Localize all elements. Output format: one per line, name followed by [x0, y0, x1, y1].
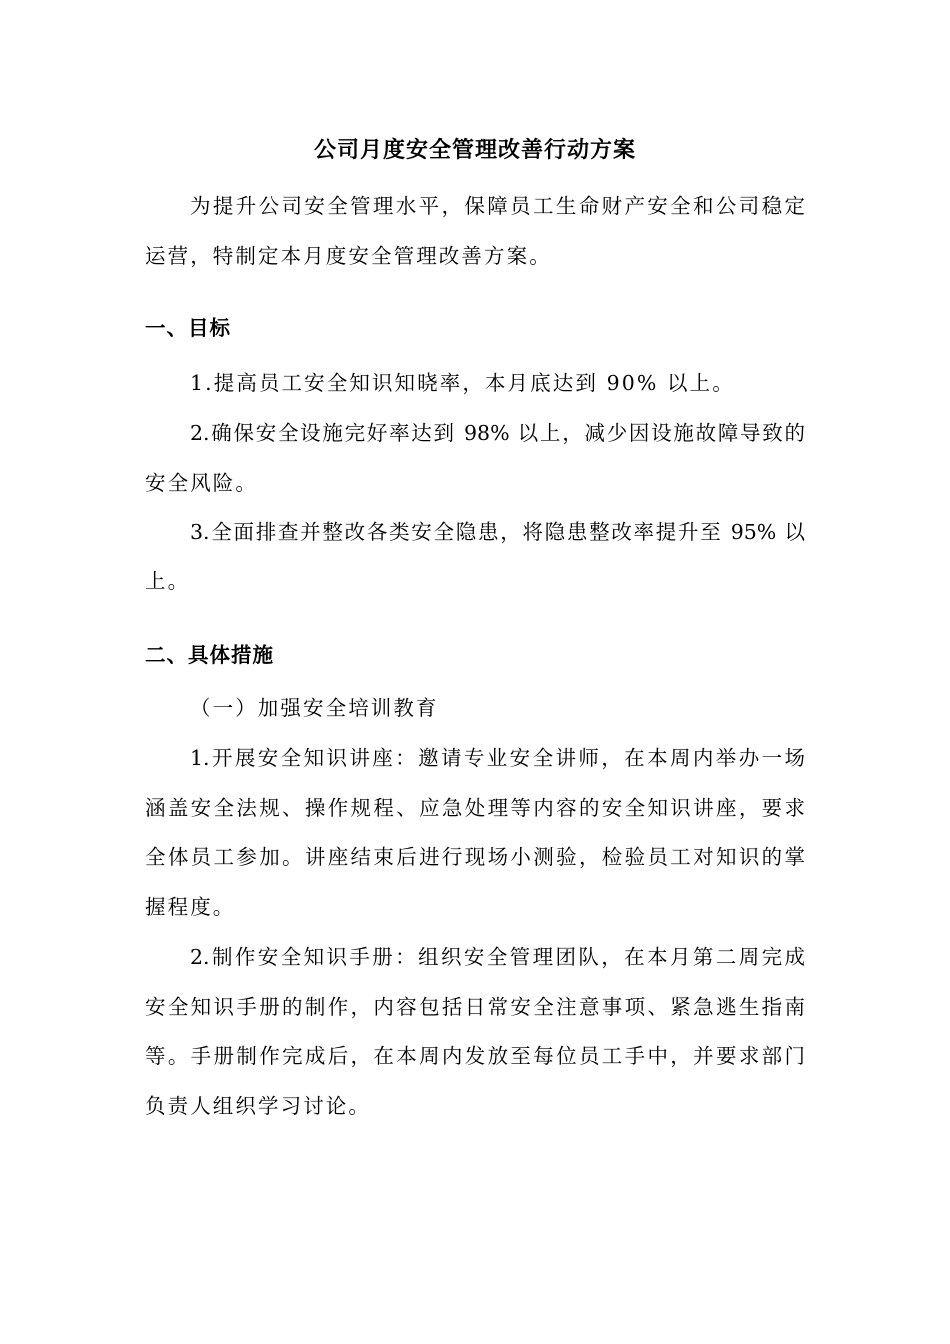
measure-1-line-4: 握程度。	[145, 895, 236, 919]
intro-line-2: 运营，特制定本月度安全管理改善方案。	[145, 244, 552, 268]
measure-1-line-1: 1.开展安全知识讲座：邀请专业安全讲师，在本周内举办一场	[190, 746, 805, 770]
section-2-heading: 二、具体措施	[145, 643, 274, 667]
measure-2-line-2: 安全知识手册的制作，内容包括日常安全注意事项、紧急逃生指南	[145, 995, 805, 1019]
measure-2-line-4: 负责人组织学习讨论。	[145, 1094, 371, 1118]
section-2-subheading: （一）加强安全培训教育	[190, 696, 439, 720]
document-title: 公司月度安全管理改善行动方案	[313, 138, 636, 163]
goal-item-3-line-1: 3.全面排查并整改各类安全隐患，将隐患整改率提升至 95% 以	[190, 520, 805, 544]
measure-2-line-1: 2.制作安全知识手册：组织安全管理团队，在本月第二周完成	[190, 945, 805, 969]
section-1-heading: 一、目标	[145, 316, 231, 340]
goal-item-1: 1.提高员工安全知识知晓率，本月底达到 90% 以上。	[190, 371, 735, 395]
goal-item-2-line-2: 安全风险。	[145, 471, 258, 495]
goal-item-3-line-2: 上。	[145, 569, 191, 593]
measure-2-line-3: 等。手册制作完成后，在本周内发放至每位员工手中，并要求部门	[145, 1044, 805, 1068]
measure-1-line-3: 全体员工参加。讲座结束后进行现场小测验，检验员工对知识的掌	[145, 845, 805, 869]
intro-line-1: 为提升公司安全管理水平，保障员工生命财产安全和公司稳定	[190, 194, 805, 218]
measure-1-line-2: 涵盖安全法规、操作规程、应急处理等内容的安全知识讲座，要求	[145, 796, 805, 820]
goal-item-2-line-1: 2.确保安全设施完好率达到 98% 以上，减少因设施故障导致的	[190, 421, 805, 445]
